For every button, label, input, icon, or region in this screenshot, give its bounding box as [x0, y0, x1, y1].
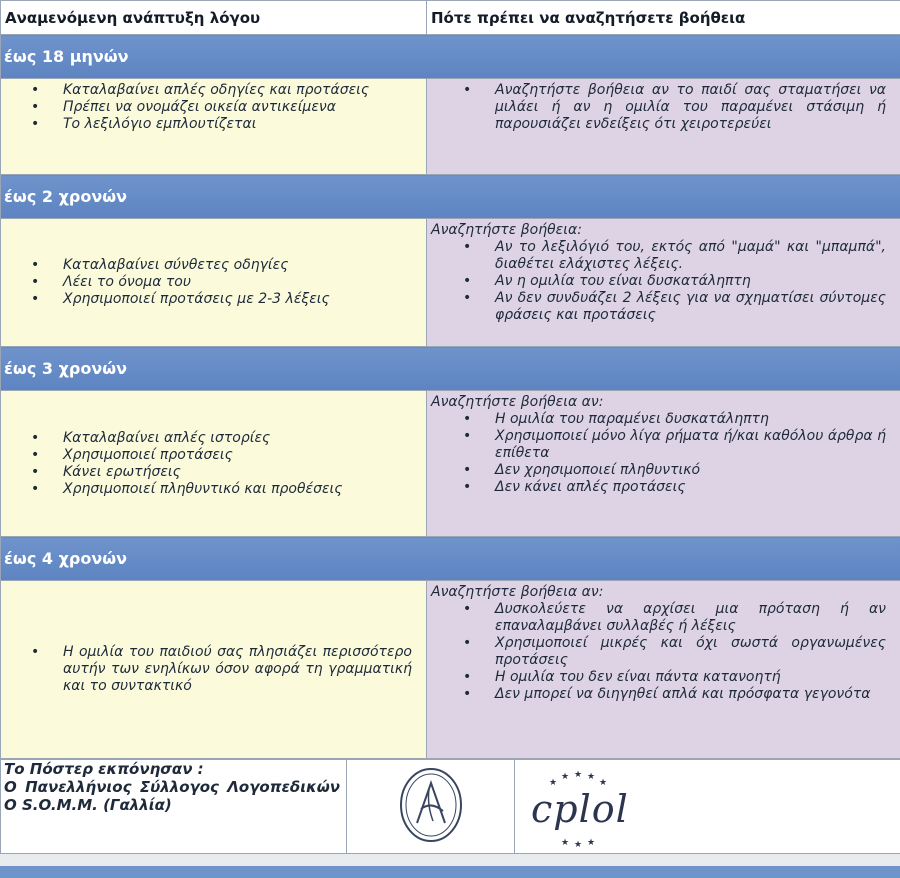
svg-text:★: ★ — [548, 777, 558, 788]
association-logo-icon — [391, 765, 471, 845]
expected-cell — [1, 219, 427, 347]
expected-item: • Λέει το όνομα του — [1, 274, 426, 291]
help-item: • Αναζητήστε βοήθεια αν το παιδί σας σταματήσει να μιλάει ή αν η ομιλία του παραμένει στάσιμη ή παρουσιάζει ενδείξεις ότι χειροτερεύει — [427, 82, 900, 133]
help-intro: Αναζητήστε βοήθεια αν: — [431, 584, 604, 600]
age-band — [1, 347, 900, 391]
cplol-wordmark: cplol — [531, 786, 629, 831]
help-item: • Δεν κάνει απλές προτάσεις — [427, 479, 900, 496]
help-item: • Δεν χρησιμοποιεί πληθυντικό — [427, 462, 900, 479]
svg-text:★: ★ — [573, 769, 583, 780]
help-intro: Αναζητήστε βοήθεια: — [431, 222, 582, 238]
age-band — [1, 175, 900, 219]
expected-item: • Χρησιμοποιεί πληθυντικό και προθέσεις — [1, 481, 426, 498]
help-intro: Αναζητήστε βοήθεια αν: — [431, 394, 604, 410]
section-row — [1, 391, 900, 537]
expected-item: • Χρησιμοποιεί προτάσεις — [1, 447, 426, 464]
age-label: έως 3 χρονών — [1, 347, 900, 391]
help-item: • Χρησιμοποιεί μόνο λίγα ρήματα ή/και καθόλου άρθρα ή επίθετα — [427, 428, 900, 462]
age-label: έως 2 χρονών — [1, 175, 900, 219]
credits-line: Ο Πανελλήνιος Σύλλογος Λογοπεδικών — [4, 778, 340, 796]
header-help: Πότε πρέπει να αναζητήσετε βοήθεια — [427, 1, 900, 35]
expected-item: • Καταλαβαίνει απλές οδηγίες και προτάσεις — [1, 82, 426, 99]
svg-text:★: ★ — [586, 837, 596, 848]
help-item: • Η ομιλία του δεν είναι πάντα κατανοητή — [427, 669, 900, 686]
svg-text:★: ★ — [560, 837, 570, 848]
expected-item: • Το λεξιλόγιο εμπλουτίζεται — [1, 116, 426, 133]
help-cell — [427, 391, 900, 537]
expected-item: • Καταλαβαίνει απλές ιστορίες — [1, 430, 426, 447]
credits-cell — [1, 760, 347, 854]
help-item: • Η ομιλία του παραμένει δυσκατάληπτη — [427, 411, 900, 428]
expected-cell — [1, 391, 427, 537]
expected-cell — [1, 581, 427, 759]
expected-item: • Καταλαβαίνει σύνθετες οδηγίες — [1, 257, 426, 274]
svg-text:★: ★ — [560, 771, 570, 782]
help-item: • Αν δεν συνδυάζει 2 λέξεις για να σχηματίσει σύντομες φράσεις και προτάσεις — [427, 290, 900, 324]
svg-text:★: ★ — [598, 777, 608, 788]
help-item: • Αν το λεξιλόγιό του, εκτός από "μαμά" και "μπαμπά", διαθέτει ελάχιστες λέξεις. — [427, 239, 900, 273]
expected-item: • Η ομιλία του παιδιού σας πλησιάζει περισσότερο αυτήν των ενηλίκων όσον αφορά τη γραμματική και το συντακτικό — [1, 644, 426, 695]
credits-line: Ο S.O.M.M. (Γαλλία) — [4, 796, 172, 814]
footer-row — [1, 760, 900, 854]
help-cell — [427, 79, 900, 175]
logo-cell-1 — [347, 760, 515, 854]
bottom-band — [0, 866, 900, 878]
section-row — [1, 581, 900, 759]
expected-item: • Πρέπει να ονομάζει οικεία αντικείμενα — [1, 99, 426, 116]
footer-table — [0, 759, 900, 854]
age-band — [1, 537, 900, 581]
expected-cell — [1, 79, 427, 175]
age-label: έως 18 μηνών — [1, 35, 900, 79]
help-item: • Δεν μπορεί να διηγηθεί απλά και πρόσφατα γεγονότα — [427, 686, 900, 703]
svg-text:★: ★ — [586, 771, 596, 782]
table-header — [1, 1, 900, 35]
cplol-logo — [523, 765, 633, 849]
help-item: • Δυσκολεύετε να αρχίσει μια πρόταση ή αν επαναλαμβάνει συλλαβές ή λέξεις — [427, 601, 900, 635]
header-expected: Αναμενόμενη ανάπτυξη λόγου — [1, 1, 427, 35]
help-item: • Χρησιμοποιεί μικρές και όχι σωστά οργανωμένες προτάσεις — [427, 635, 900, 669]
help-cell — [427, 219, 900, 347]
help-cell — [427, 581, 900, 759]
expected-item: • Κάνει ερωτήσεις — [1, 464, 426, 481]
credits-line: Το Πόστερ εκπόνησαν : — [4, 760, 204, 778]
help-item: • Αν η ομιλία του είναι δυσκατάληπτη — [427, 273, 900, 290]
expected-item: • Χρησιμοποιεί προτάσεις με 2-3 λέξεις — [1, 291, 426, 308]
age-band — [1, 35, 900, 79]
section-row — [1, 219, 900, 347]
logo-cell-2 — [515, 760, 900, 854]
section-row — [1, 79, 900, 175]
svg-text:★: ★ — [573, 839, 583, 849]
age-label: έως 4 χρονών — [1, 537, 900, 581]
